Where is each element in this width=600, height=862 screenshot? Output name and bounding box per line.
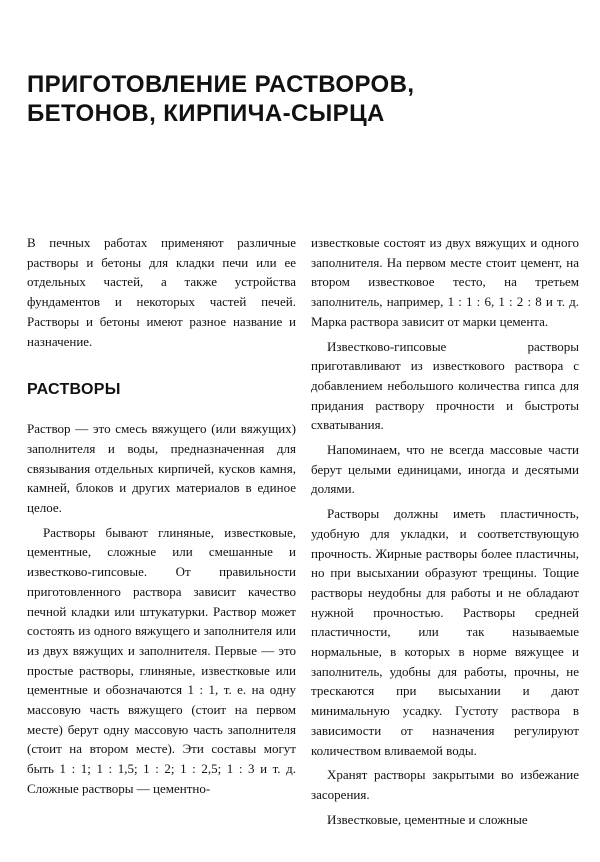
chapter-title-line-2: БЕТОНОВ, КИРПИЧА-СЫРЦА bbox=[27, 100, 385, 127]
body-paragraph: Растворы бывают глиняные, известковые, цементные, сложные или смешанные и известково-гипсовые. От правильности приготовленного раствора зависит качество печной кладки или штукатурки. Раствор может состоять из одного вяжущего и заполнителя или из двух вяжущих и заполнителя. Первые — это простые растворы, глиняные, известковые или цементные и обозначаются 1 : 1, т. е. на одну массовую часть вяжущего (стоит на первом месте) берут одну массовую часть заполнителя (стоит на втором месте). Эти составы могут быть 1 : 1; 1 : 1,5; 1 : 2; 1 : 2,5; 1 : 3 и т. д. Сложные растворы — цементно- bbox=[27, 524, 296, 796]
body-paragraph: Раствор — это смесь вяжущего (или вяжущих) заполнителя и воды, предназначенная для связывания отдельных кирпичей, кусков камня, камней, блоков и других материалов в единое целое. bbox=[27, 421, 296, 516]
body-paragraph: Известковые, цементные и сложные bbox=[327, 811, 528, 827]
left-column bbox=[27, 233, 296, 799]
chapter-title-line-1: ПРИГОТОВЛЕНИЕ РАСТВОРОВ, bbox=[27, 71, 415, 98]
right-column bbox=[311, 233, 579, 829]
section-heading: РАСТВОРЫ bbox=[27, 381, 121, 399]
body-paragraph: известковые состоят из двух вяжущих и одного заполнителя. На первом месте стоит цемент, на втором известковое тесто, на третьем заполнитель, например, 1 : 1 : 6, 1 : 2 : 8 и т. д. Марка раствора зависит от марки цемента. bbox=[311, 235, 579, 329]
body-paragraph: Напоминаем, что не всегда массовые части берут целыми единицами, иногда и десятыми долями. bbox=[311, 442, 579, 497]
body-paragraph: Хранят растворы закрытыми во избежание засорения. bbox=[311, 767, 579, 802]
body-paragraph: Известково-гипсовые растворы приготавливают из известкового раствора с добавлением небольшого количества гипса для придания раствору прочности и быстроты схватывания. bbox=[311, 338, 579, 433]
intro-paragraph: В печных работах применяют различные растворы и бетоны для кладки печи или ее отдельных частей, а также устройства фундаментов и некоторых частей печей. Растворы и бетоны имеют разное название и назначение. bbox=[27, 235, 296, 349]
body-paragraph: Растворы должны иметь пластичность, удобную для укладки, и соответствующую прочность. Жирные растворы более пластичны, но при высыхании образуют трещины. Тощие растворы неудобны для работы и не обладают нужной прочностью. Растворы средней пластичности, или так называемые нормальные, в которых в норме вяжущее и заполнитель, удобны для работы, прочны, не трескаются при высыхании и дают минимальную усадку. Густоту раствора в зависимости от назначения регулируют количеством вливаемой воды. bbox=[311, 506, 579, 758]
chapter-title bbox=[27, 70, 587, 128]
